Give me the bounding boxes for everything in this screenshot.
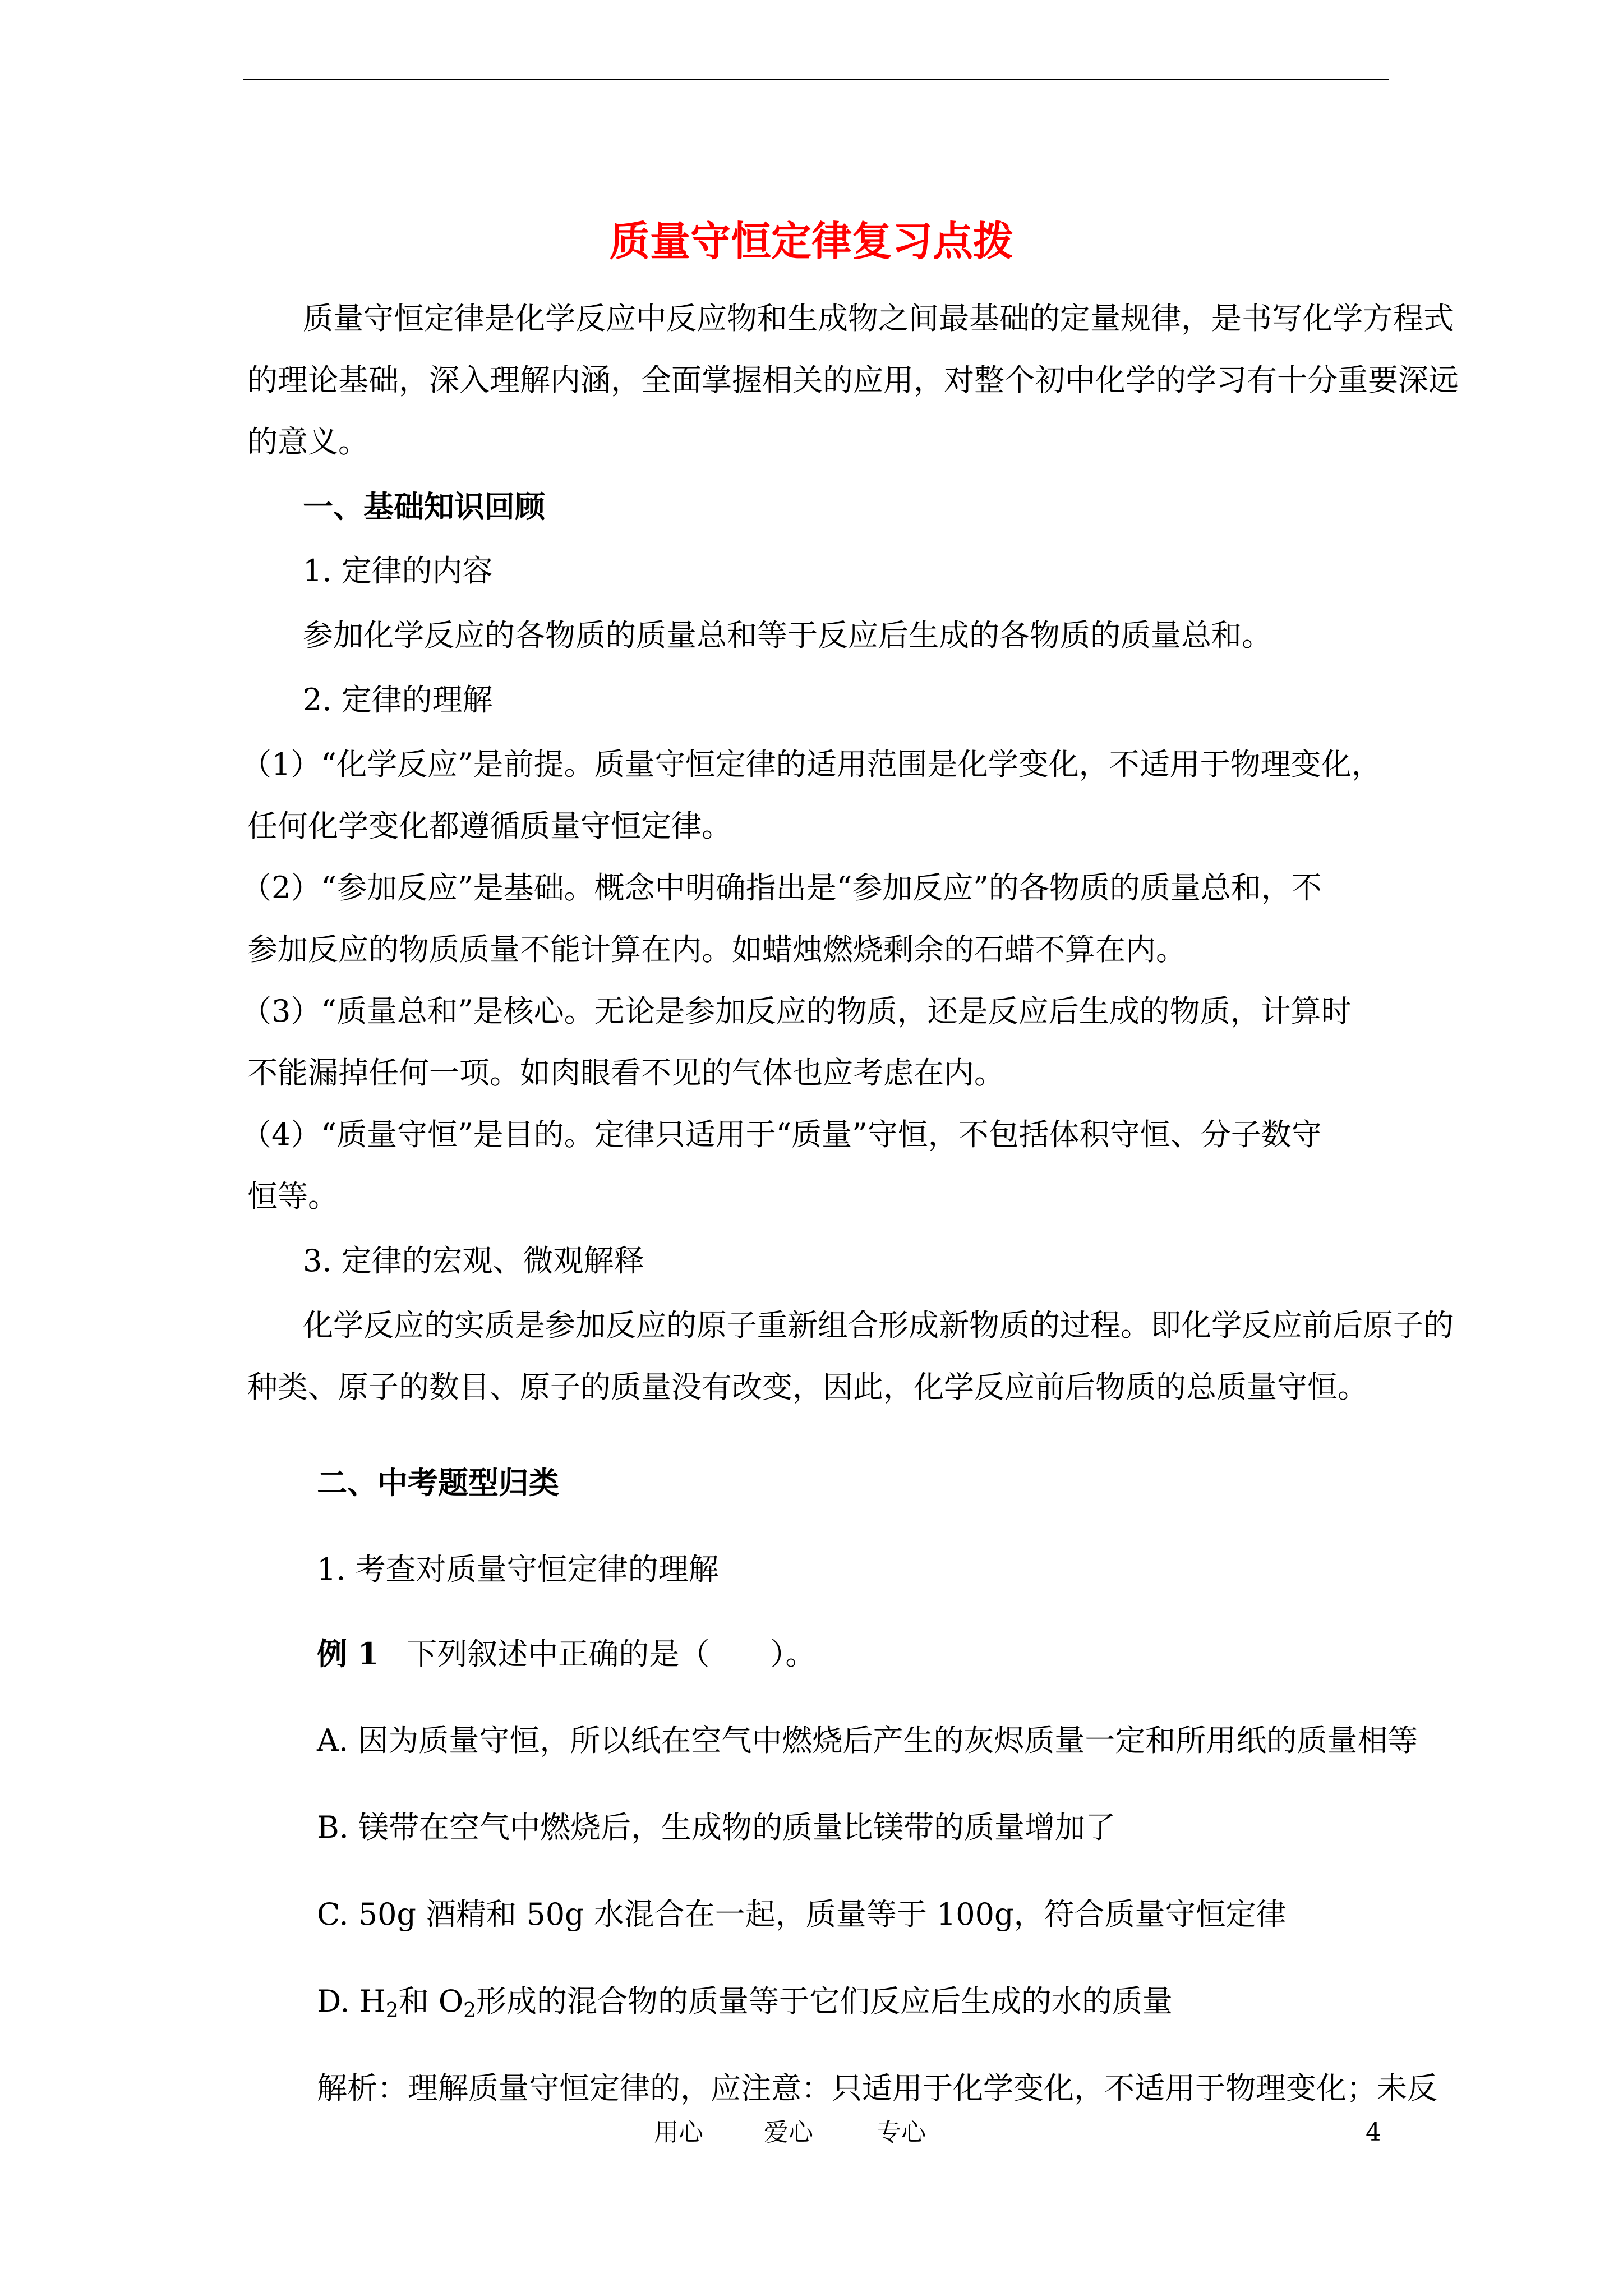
point-1-line-2: 任何化学变化都遵循质量守恒定律。 <box>247 808 732 844</box>
section-2-heading: 二、中考题型归类 <box>317 1465 559 1501</box>
option-d <box>317 1981 1388 2022</box>
item-3-text-line-1: 化学反应的实质是参加反应的原子重新组合形成新物质的过程。即化学反应前后原子的 <box>303 1308 1454 1343</box>
point-1-line-1: （1）“化学反应”是前提。质量守恒定律的适用范围是化学变化，不适用于物理变化， <box>241 747 1382 782</box>
option-d-middle: 和 O <box>398 1984 464 2019</box>
intro-line-1: 质量守恒定律是化学反应中反应物和生成物之间最基础的定量规律，是书写化学方程式 <box>303 301 1454 336</box>
option-d-subscript-h: 2 <box>385 1999 399 2022</box>
example-1 <box>317 1633 1388 1675</box>
analysis-text: 解析：理解质量守恒定律的，应注意：只适用于化学变化，不适用于物理变化；未反 <box>317 2070 1437 2106</box>
intro-line-2: 的理论基础，深入理解内涵，全面掌握相关的应用，对整个初中化学的学习有十分重要深远 <box>247 362 1459 398</box>
point-4-line-1: （4）“质量守恒”是目的。定律只适用于“质量”守恒，不包括体积守恒、分子数守 <box>241 1117 1322 1152</box>
item-1-text: 参加化学反应的各物质的质量总和等于反应后生成的各物质的质量总和。 <box>303 618 1272 653</box>
item-3-text-line-2: 种类、原子的数目、原子的质量没有改变，因此，化学反应前后物质的总质量守恒。 <box>247 1369 1368 1405</box>
option-d-subscript-o: 2 <box>463 1999 477 2022</box>
page-number: 4 <box>1366 2118 1381 2147</box>
point-3-line-2: 不能漏掉任何一项。如肉眼看不见的气体也应考虑在内。 <box>247 1055 1004 1091</box>
intro-line-3: 的意义。 <box>247 424 368 459</box>
header-rule <box>243 79 1389 80</box>
point-4-line-2: 恒等。 <box>247 1179 338 1214</box>
item-1-heading: 1. 定律的内容 <box>303 553 493 588</box>
option-c: C. 50g 酒精和 50g 水混合在一起，质量等于 100g，符合质量守恒定律 <box>317 1897 1287 1932</box>
option-b: B. 镁带在空气中燃烧后，生成物的质量比镁带的质量增加了 <box>317 1810 1116 1845</box>
item-2-heading: 2. 定律的理解 <box>303 682 493 717</box>
example-label: 例 1 <box>317 1636 379 1672</box>
option-d-suffix: 形成的混合物的质量等于它们反应后生成的水的质量 <box>476 1984 1173 2019</box>
footer-slogan-1: 用心 <box>654 2118 703 2147</box>
point-3-line-1: （3）“质量总和”是核心。无论是参加反应的物质，还是反应后生成的物质，计算时 <box>241 993 1352 1029</box>
page-title: 质量守恒定律复习点拨 <box>609 217 1013 265</box>
option-a: A. 因为质量守恒，所以纸在空气中燃烧后产生的灰烬质量一定和所用纸的质量相等 <box>317 1723 1418 1758</box>
section-1-heading: 一、基础知识回顾 <box>303 489 545 524</box>
item-3-heading: 3. 定律的宏观、微观解释 <box>303 1243 644 1278</box>
point-2-line-1: （2）“参加反应”是基础。概念中明确指出是“参加反应”的各物质的质量总和，不 <box>241 870 1322 905</box>
footer-slogan-3: 专心 <box>877 2118 926 2147</box>
section-2-item-1-heading: 1. 考查对质量守恒定律的理解 <box>317 1552 719 1587</box>
footer-slogan-2: 爱心 <box>764 2118 813 2147</box>
example-question: 下列叙述中正确的是（ ）。 <box>407 1636 816 1672</box>
option-d-prefix: D. H <box>317 1984 386 2019</box>
point-2-line-2: 参加反应的物质质量不能计算在内。如蜡烛燃烧剩余的石蜡不算在内。 <box>247 932 1186 967</box>
